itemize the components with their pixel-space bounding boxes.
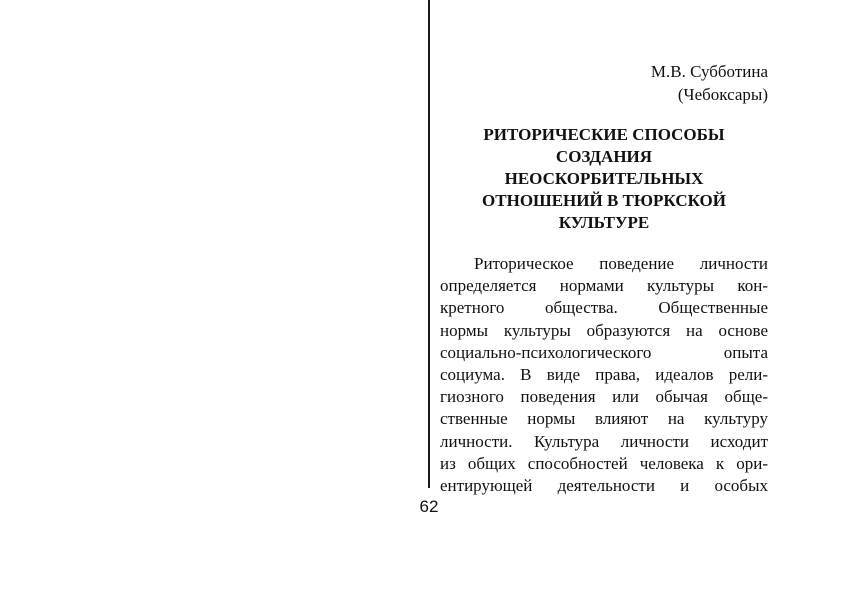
body-line: социально-психологического опыта bbox=[440, 342, 768, 362]
body-line: личности. Культура личности исходит bbox=[440, 431, 768, 451]
author-block bbox=[440, 60, 768, 106]
body-line: определяется нормами культуры кон- bbox=[440, 276, 768, 296]
body-line: кретного общества. Общественные bbox=[440, 298, 768, 318]
body-line: социума. В виде права, идеалов рели- bbox=[440, 364, 768, 384]
body-line: ентирующей деятельности и особых bbox=[440, 475, 768, 495]
body-line: ственные нормы влияют на культуру bbox=[440, 409, 768, 429]
page-number: 62 bbox=[419, 497, 439, 516]
body-line: гиозного поведения или обычая обще- bbox=[440, 387, 768, 407]
title-line: НЕОСКОРБИТЕЛЬНЫХ bbox=[504, 169, 704, 188]
title-line: РИТОРИЧЕСКИЕ СПОСОБЫ bbox=[483, 125, 725, 144]
article-body bbox=[440, 253, 768, 497]
body-line: нормы культуры образуются на основе bbox=[440, 320, 768, 340]
article-title bbox=[440, 124, 768, 234]
title-line: СОЗДАНИЯ bbox=[555, 147, 653, 166]
title-line: ОТНОШЕНИЙ В ТЮРКСКОЙ bbox=[482, 191, 726, 210]
body-line: Риторическое поведение личности bbox=[474, 254, 768, 273]
title-line: КУЛЬТУРЕ bbox=[558, 213, 650, 232]
author-name: М.В. Субботина bbox=[650, 62, 768, 81]
page-gutter-line bbox=[428, 0, 430, 488]
body-line: из общих способностей человека к ори- bbox=[440, 453, 768, 473]
author-city: (Чебоксары) bbox=[677, 85, 768, 104]
